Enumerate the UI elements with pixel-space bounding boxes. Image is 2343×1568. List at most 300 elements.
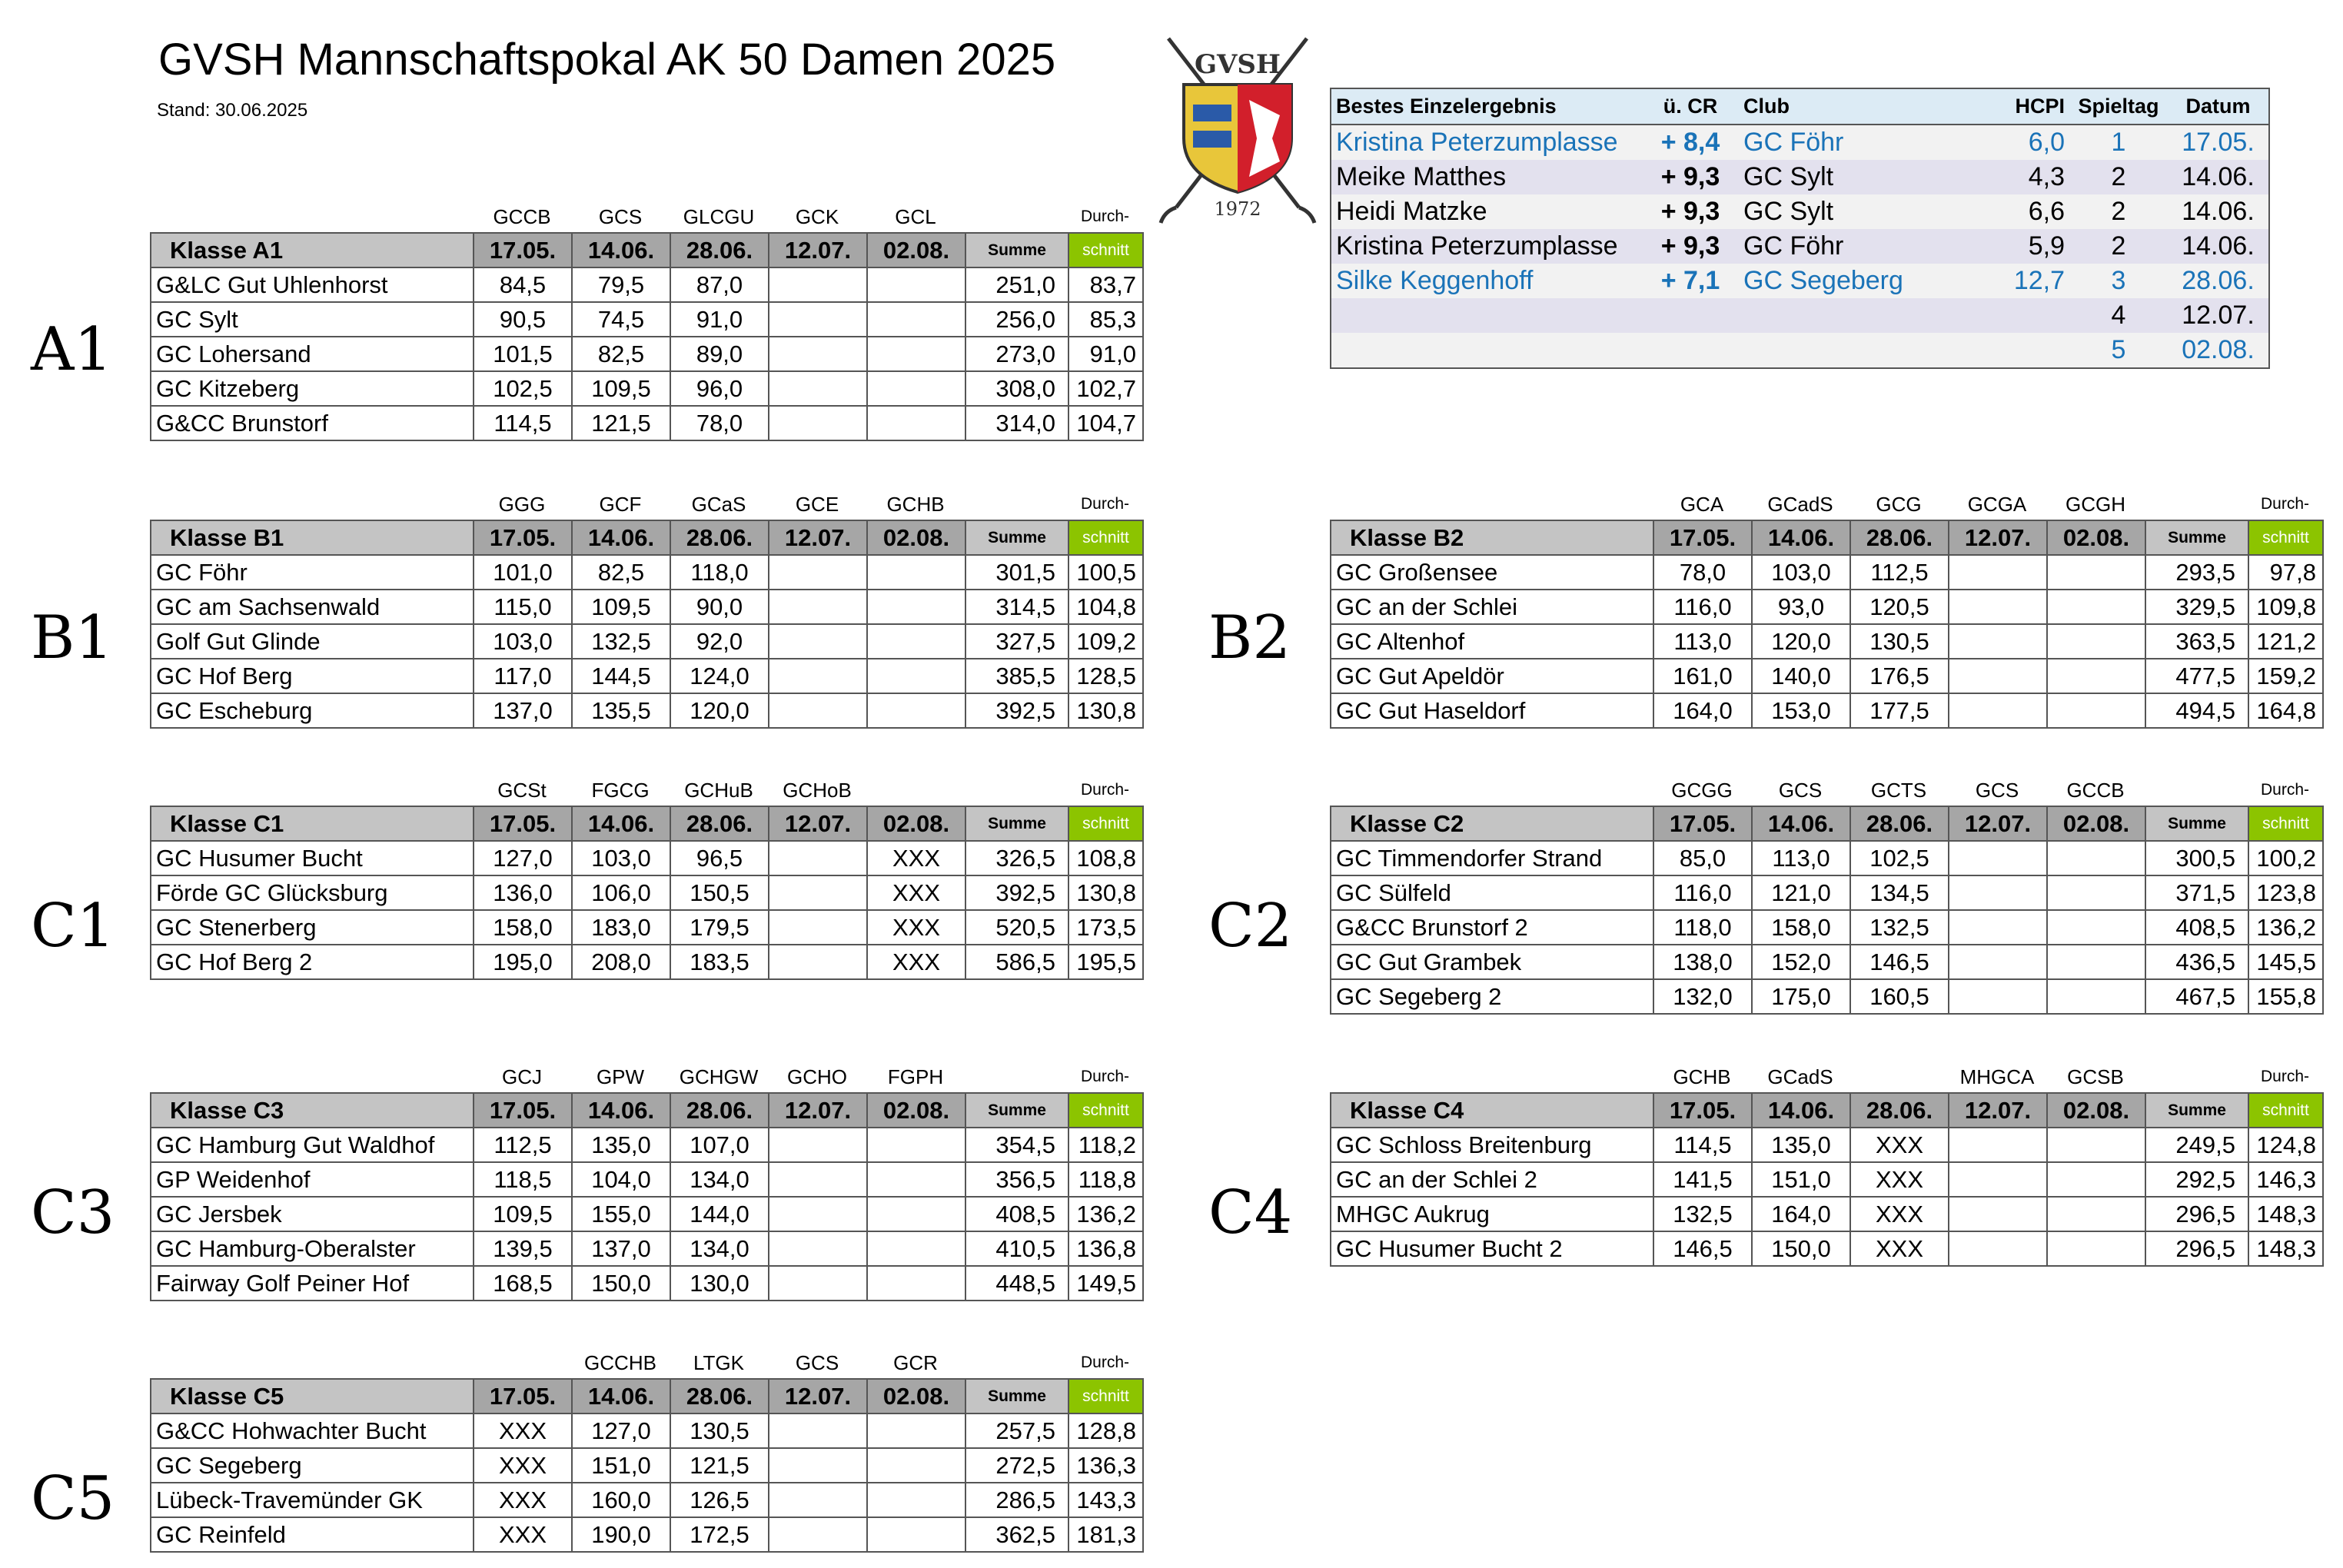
match-date: 17.05.: [1653, 806, 1752, 841]
durchschnitt-label-top: Durch-: [1080, 781, 1129, 799]
avg-cell: 97,8: [2248, 555, 2323, 590]
team-code: GGG: [498, 493, 546, 516]
team-code-row: [150, 775, 1144, 806]
team-name: GC Husumer Bucht: [151, 841, 474, 875]
best-row: [1331, 125, 2269, 160]
team-name: GC Hamburg-Oberalster: [151, 1231, 474, 1266]
klasse-header-row: [1331, 806, 2323, 841]
score-cell: [2047, 555, 2145, 590]
over-cr: + 7,1: [1642, 264, 1739, 298]
code-spacer: [150, 775, 473, 806]
match-date: 28.06.: [670, 806, 769, 841]
sum-cell: 249,5: [2145, 1128, 2248, 1162]
avg-cell: 136,2: [2248, 910, 2323, 945]
score-cell: 103,0: [474, 624, 572, 659]
sum-cell: 410,5: [965, 1231, 1068, 1266]
score-cell: [2047, 624, 2145, 659]
table-row: [151, 1197, 1143, 1231]
score-cell: XXX: [867, 945, 965, 979]
score-cell: 127,0: [474, 841, 572, 875]
score-cell: 127,0: [572, 1414, 670, 1448]
avg-cell: 195,5: [1068, 945, 1143, 979]
score-cell: 136,0: [474, 875, 572, 910]
best-row: [1331, 160, 2269, 194]
score-cell: 85,0: [1653, 841, 1752, 875]
match-date: 28.06.: [670, 520, 769, 555]
team-code: GCCB: [2066, 779, 2125, 802]
code-spacer: [965, 775, 1068, 806]
spieltag: 2: [2069, 229, 2168, 264]
score-cell: 195,0: [474, 945, 572, 979]
label-B2: B2: [1208, 603, 1291, 673]
avg-cell: 181,3: [1068, 1517, 1143, 1552]
team-code: GCaS: [691, 493, 746, 516]
klasse-table: [150, 520, 1144, 729]
score-cell: 151,0: [1752, 1162, 1850, 1197]
team-name: G&LC Gut Uhlenhorst: [151, 267, 474, 302]
player-name: [1331, 333, 1642, 368]
schnitt-header: schnitt: [2248, 520, 2323, 555]
stand-date: Stand: 30.06.2025: [157, 100, 308, 121]
team-name: GC Lohersand: [151, 337, 474, 371]
player-hcpi: 12,7: [1985, 264, 2069, 298]
score-cell: XXX: [867, 875, 965, 910]
klasse-title: Klasse B1: [151, 520, 474, 555]
player-club: GC Sylt: [1739, 194, 1985, 229]
score-cell: [769, 337, 867, 371]
score-cell: 144,5: [572, 659, 670, 693]
sum-cell: 314,5: [965, 590, 1068, 624]
team-code: GCHuB: [684, 779, 753, 802]
score-cell: [769, 875, 867, 910]
team-code: GCadS: [1767, 493, 1833, 516]
player-hcpi: 5,9: [1985, 229, 2069, 264]
match-date: 14.06.: [572, 1093, 670, 1128]
score-cell: 120,5: [1850, 590, 1949, 624]
player-hcpi: 6,0: [1985, 125, 2069, 160]
team-name: GC Sylt: [151, 302, 474, 337]
klasse-title: Klasse C3: [151, 1093, 474, 1128]
score-cell: [1949, 1162, 2047, 1197]
player-hcpi: 4,3: [1985, 160, 2069, 194]
score-cell: 78,0: [1653, 555, 1752, 590]
score-cell: 116,0: [1653, 875, 1752, 910]
klasse-header-row: [151, 233, 1143, 267]
team-code: GCF: [599, 493, 642, 516]
best-header-cell: ü. CR: [1642, 88, 1739, 125]
schnitt-header: schnitt: [2248, 1093, 2323, 1128]
score-cell: [769, 1448, 867, 1483]
score-cell: [2047, 1128, 2145, 1162]
score-cell: [867, 1517, 965, 1552]
score-cell: 96,5: [670, 841, 769, 875]
team-name: GC Husumer Bucht 2: [1331, 1231, 1653, 1266]
score-cell: 109,5: [474, 1197, 572, 1231]
score-cell: 126,5: [670, 1483, 769, 1517]
score-cell: 132,5: [572, 624, 670, 659]
avg-cell: 109,8: [2248, 590, 2323, 624]
avg-cell: 123,8: [2248, 875, 2323, 910]
summe-header: Summe: [965, 520, 1068, 555]
avg-cell: 130,8: [1068, 875, 1143, 910]
score-cell: [769, 1517, 867, 1552]
table-row: [151, 555, 1143, 590]
table-row: [151, 910, 1143, 945]
sum-cell: 296,5: [2145, 1231, 2248, 1266]
sum-cell: 308,0: [965, 371, 1068, 406]
sum-cell: 392,5: [965, 693, 1068, 728]
score-cell: 82,5: [572, 337, 670, 371]
team-code-row: [150, 1347, 1144, 1378]
match-date: 17.05.: [1653, 520, 1752, 555]
table-row: [151, 267, 1143, 302]
team-code-row: [1330, 489, 2324, 520]
durchschnitt-label-top: Durch-: [1080, 208, 1129, 225]
team-code: GCHO: [787, 1065, 847, 1088]
avg-cell: 85,3: [1068, 302, 1143, 337]
match-date: 17.05.: [474, 806, 572, 841]
team-code-row: [150, 489, 1144, 520]
klasse-a1-block: [150, 201, 1144, 441]
team-name: GC Reinfeld: [151, 1517, 474, 1552]
best-header-cell: Club: [1739, 88, 1985, 125]
table-row: [1331, 841, 2323, 875]
sum-cell: 301,5: [965, 555, 1068, 590]
match-date: 17.05.: [474, 1379, 572, 1414]
sum-cell: 296,5: [2145, 1197, 2248, 1231]
match-date: 14.06.: [572, 1379, 670, 1414]
durchschnitt-label-top: Durch-: [1080, 495, 1129, 513]
score-cell: 130,5: [670, 1414, 769, 1448]
player-club: GC Sylt: [1739, 160, 1985, 194]
score-cell: 152,0: [1752, 945, 1850, 979]
over-cr: + 9,3: [1642, 229, 1739, 264]
label-C1: C1: [31, 892, 115, 961]
code-spacer: [1330, 1061, 1653, 1092]
spieltag: 2: [2069, 160, 2168, 194]
score-cell: 90,5: [474, 302, 572, 337]
score-cell: 106,0: [572, 875, 670, 910]
team-code: GCK: [795, 205, 839, 228]
over-cr: [1642, 298, 1739, 333]
match-date: 12.07.: [769, 520, 867, 555]
score-cell: [769, 945, 867, 979]
score-cell: 118,0: [1653, 910, 1752, 945]
score-cell: XXX: [1850, 1197, 1949, 1231]
sum-cell: 356,5: [965, 1162, 1068, 1197]
score-cell: [2047, 1197, 2145, 1231]
score-cell: 168,5: [474, 1266, 572, 1301]
match-date: 12.07.: [1949, 520, 2047, 555]
score-cell: [1949, 1231, 2047, 1266]
score-cell: 109,5: [572, 590, 670, 624]
match-date: 02.08.: [2047, 520, 2145, 555]
player-name: Kristina Peterzumplasse: [1331, 229, 1642, 264]
avg-cell: 109,2: [1068, 624, 1143, 659]
score-cell: [769, 1414, 867, 1448]
score-cell: [1949, 693, 2047, 728]
score-cell: XXX: [867, 910, 965, 945]
summe-header: Summe: [965, 806, 1068, 841]
score-cell: 114,5: [1653, 1128, 1752, 1162]
avg-cell: 145,5: [2248, 945, 2323, 979]
team-name: Fairway Golf Peiner Hof: [151, 1266, 474, 1301]
score-cell: 177,5: [1850, 693, 1949, 728]
spieltag: 2: [2069, 194, 2168, 229]
score-cell: 172,5: [670, 1517, 769, 1552]
table-row: [151, 371, 1143, 406]
score-cell: 118,5: [474, 1162, 572, 1197]
table-row: [1331, 945, 2323, 979]
table-row: [1331, 1162, 2323, 1197]
sum-cell: 362,5: [965, 1517, 1068, 1552]
score-cell: 116,0: [1653, 590, 1752, 624]
team-code: GCSB: [2067, 1065, 2124, 1088]
score-cell: 118,0: [670, 555, 769, 590]
score-cell: 135,0: [572, 1128, 670, 1162]
team-code: GCL: [895, 205, 936, 228]
score-cell: XXX: [474, 1517, 572, 1552]
klasse-title: Klasse A1: [151, 233, 474, 267]
team-name: GC Altenhof: [1331, 624, 1653, 659]
team-name: Golf Gut Glinde: [151, 624, 474, 659]
player-club: GC Segeberg: [1739, 264, 1985, 298]
avg-cell: 155,8: [2248, 979, 2323, 1014]
avg-cell: 136,8: [1068, 1231, 1143, 1266]
table-row: [1331, 555, 2323, 590]
score-cell: [867, 555, 965, 590]
score-cell: 151,0: [572, 1448, 670, 1483]
score-cell: 124,0: [670, 659, 769, 693]
score-cell: 138,0: [1653, 945, 1752, 979]
sum-cell: 520,5: [965, 910, 1068, 945]
team-code-row: [1330, 1061, 2324, 1092]
table-row: [1331, 910, 2323, 945]
summe-header: Summe: [965, 1379, 1068, 1414]
team-name: GC Großensee: [1331, 555, 1653, 590]
over-cr: + 9,3: [1642, 194, 1739, 229]
score-cell: 132,5: [1850, 910, 1949, 945]
score-cell: 164,0: [1752, 1197, 1850, 1231]
avg-cell: 118,8: [1068, 1162, 1143, 1197]
code-spacer: [965, 201, 1068, 232]
score-cell: [2047, 1231, 2145, 1266]
team-code: GCHB: [1673, 1065, 1731, 1088]
avg-cell: 149,5: [1068, 1266, 1143, 1301]
match-date: 28.06.: [1850, 1093, 1949, 1128]
code-spacer: [150, 201, 473, 232]
sum-cell: 273,0: [965, 337, 1068, 371]
klasse-title: Klasse C5: [151, 1379, 474, 1414]
klasse-header-row: [151, 1379, 1143, 1414]
klasse-c3-block: [150, 1061, 1144, 1301]
score-cell: [2047, 659, 2145, 693]
sum-cell: 467,5: [2145, 979, 2248, 1014]
klasse-table: [150, 1092, 1144, 1301]
score-cell: [867, 1414, 965, 1448]
team-code: GCS: [1778, 779, 1823, 802]
team-code: GCHGW: [679, 1065, 759, 1088]
table-row: [151, 659, 1143, 693]
datum: 14.06.: [2168, 229, 2269, 264]
team-name: GP Weidenhof: [151, 1162, 474, 1197]
datum: 17.05.: [2168, 125, 2269, 160]
klasse-c1-block: [150, 775, 1144, 980]
klasse-header-row: [1331, 520, 2323, 555]
klasse-title: Klasse B2: [1331, 520, 1653, 555]
team-code: FGCG: [591, 779, 650, 802]
score-cell: [1949, 659, 2047, 693]
table-row: [151, 406, 1143, 440]
score-cell: 160,0: [572, 1483, 670, 1517]
best-header-cell: HCPI: [1985, 88, 2069, 125]
match-date: 17.05.: [474, 520, 572, 555]
score-cell: [867, 1266, 965, 1301]
durchschnitt-label-top: Durch-: [1080, 1068, 1129, 1085]
sum-cell: 257,5: [965, 1414, 1068, 1448]
klasse-title: Klasse C2: [1331, 806, 1653, 841]
score-cell: 121,0: [1752, 875, 1850, 910]
best-header-cell: Bestes Einzelergebnis: [1331, 88, 1642, 125]
score-cell: [769, 267, 867, 302]
player-name: Silke Keggenhoff: [1331, 264, 1642, 298]
player-name: [1331, 298, 1642, 333]
team-name: Lübeck-Travemünder GK: [151, 1483, 474, 1517]
sum-cell: 408,5: [2145, 910, 2248, 945]
avg-cell: 104,7: [1068, 406, 1143, 440]
team-code: [473, 1347, 571, 1378]
team-code: [1849, 1061, 1948, 1092]
table-row: [1331, 1231, 2323, 1266]
avg-cell: 128,8: [1068, 1414, 1143, 1448]
score-cell: 120,0: [670, 693, 769, 728]
label-C2: C2: [1208, 892, 1293, 961]
sum-cell: 448,5: [965, 1266, 1068, 1301]
score-cell: 144,0: [670, 1197, 769, 1231]
score-cell: 132,0: [1653, 979, 1752, 1014]
table-row: [151, 302, 1143, 337]
match-date: 02.08.: [2047, 806, 2145, 841]
score-cell: 120,0: [1752, 624, 1850, 659]
team-code: GCSt: [497, 779, 547, 802]
score-cell: [769, 841, 867, 875]
summe-header: Summe: [2145, 806, 2248, 841]
best-results-table: [1330, 88, 2270, 369]
score-cell: 103,0: [572, 841, 670, 875]
avg-cell: 100,5: [1068, 555, 1143, 590]
schnitt-header: schnitt: [1068, 520, 1143, 555]
team-name: GC Escheburg: [151, 693, 474, 728]
code-spacer: [1330, 489, 1653, 520]
score-cell: 87,0: [670, 267, 769, 302]
match-date: 12.07.: [1949, 1093, 2047, 1128]
score-cell: [769, 555, 867, 590]
code-spacer: [150, 1347, 473, 1378]
score-cell: [769, 406, 867, 440]
player-name: Heidi Matzke: [1331, 194, 1642, 229]
datum: 02.08.: [2168, 333, 2269, 368]
score-cell: 78,0: [670, 406, 769, 440]
score-cell: 175,0: [1752, 979, 1850, 1014]
sum-cell: 408,5: [965, 1197, 1068, 1231]
summe-header: Summe: [2145, 1093, 2248, 1128]
avg-cell: 91,0: [1068, 337, 1143, 371]
score-cell: 135,5: [572, 693, 670, 728]
sum-cell: 256,0: [965, 302, 1068, 337]
avg-cell: 148,3: [2248, 1231, 2323, 1266]
table-row: [151, 1266, 1143, 1301]
team-name: GC Sülfeld: [1331, 875, 1653, 910]
score-cell: 158,0: [474, 910, 572, 945]
label-A1: A1: [31, 315, 112, 384]
team-code: GCS: [598, 205, 643, 228]
player-name: Meike Matthes: [1331, 160, 1642, 194]
score-cell: 91,0: [670, 302, 769, 337]
datum: 12.07.: [2168, 298, 2269, 333]
score-cell: [1949, 1197, 2047, 1231]
score-cell: [2047, 693, 2145, 728]
score-cell: [1949, 624, 2047, 659]
klasse-c5-block: [150, 1347, 1144, 1553]
match-date: 28.06.: [1850, 806, 1949, 841]
match-date: 12.07.: [769, 1379, 867, 1414]
score-cell: 92,0: [670, 624, 769, 659]
best-row: [1331, 264, 2269, 298]
gvsh-logo: [1145, 31, 1330, 238]
match-date: 17.05.: [474, 1093, 572, 1128]
match-date: 12.07.: [769, 233, 867, 267]
score-cell: 103,0: [1752, 555, 1850, 590]
score-cell: 93,0: [1752, 590, 1850, 624]
match-date: 14.06.: [572, 806, 670, 841]
code-spacer: [965, 489, 1068, 520]
table-row: [151, 1162, 1143, 1197]
team-name: GC an der Schlei: [1331, 590, 1653, 624]
avg-cell: 148,3: [2248, 1197, 2323, 1231]
table-row: [151, 1231, 1143, 1266]
score-cell: [1949, 1128, 2047, 1162]
score-cell: [2047, 841, 2145, 875]
score-cell: [769, 1128, 867, 1162]
score-cell: [1949, 945, 2047, 979]
best-row: [1331, 194, 2269, 229]
team-name: GC Gut Grambek: [1331, 945, 1653, 979]
score-cell: [1949, 875, 2047, 910]
score-cell: [1949, 590, 2047, 624]
player-club: GC Föhr: [1739, 229, 1985, 264]
score-cell: [769, 624, 867, 659]
score-cell: XXX: [1850, 1128, 1949, 1162]
score-cell: [769, 1266, 867, 1301]
score-cell: 90,0: [670, 590, 769, 624]
score-cell: 130,0: [670, 1266, 769, 1301]
match-date: 02.08.: [867, 233, 965, 267]
durchschnitt-label-top: Durch-: [1080, 1354, 1129, 1371]
match-date: 28.06.: [670, 1379, 769, 1414]
team-code: GPW: [596, 1065, 645, 1088]
datum: 14.06.: [2168, 194, 2269, 229]
team-code: GCCHB: [584, 1351, 656, 1374]
score-cell: 82,5: [572, 555, 670, 590]
summe-header: Summe: [965, 1093, 1068, 1128]
score-cell: XXX: [1850, 1231, 1949, 1266]
label-B1: B1: [31, 603, 113, 673]
team-code: GCS: [1975, 779, 2019, 802]
score-cell: 160,5: [1850, 979, 1949, 1014]
avg-cell: 136,2: [1068, 1197, 1143, 1231]
schnitt-header: schnitt: [1068, 806, 1143, 841]
score-cell: [769, 371, 867, 406]
